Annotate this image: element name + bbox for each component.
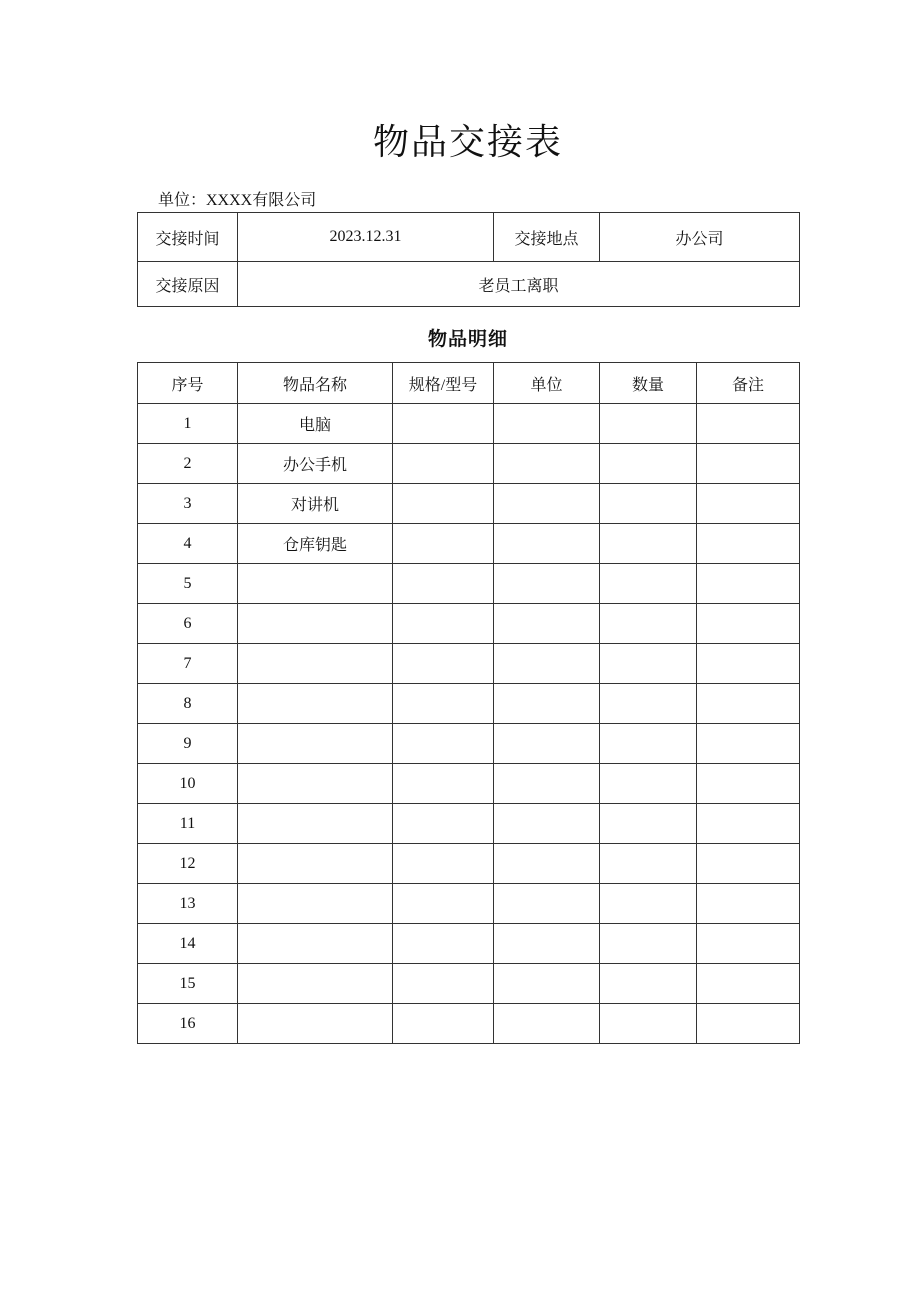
unit-cell: [494, 764, 600, 804]
reason-value: 老员工离职: [238, 262, 800, 307]
table-row: [138, 604, 800, 644]
unit-cell: [494, 804, 600, 844]
handover-info-table: [137, 212, 800, 307]
row-number-cell: 13: [138, 884, 238, 924]
quantity-cell: [600, 404, 697, 444]
unit-cell: [494, 604, 600, 644]
note-cell: [697, 764, 800, 804]
row-number-cell: 9: [138, 724, 238, 764]
quantity-cell: [600, 764, 697, 804]
item-name-cell: [238, 724, 393, 764]
note-cell: [697, 924, 800, 964]
table-row: [138, 724, 800, 764]
note-cell: [697, 444, 800, 484]
item-name-cell: 电脑: [238, 404, 393, 444]
table-row: [138, 1004, 800, 1044]
note-cell: [697, 724, 800, 764]
section-title: 物品明细: [427, 329, 508, 350]
row-number-cell: 14: [138, 924, 238, 964]
table-row: [138, 924, 800, 964]
quantity-cell: [600, 644, 697, 684]
item-name-cell: [238, 564, 393, 604]
row-number-cell: 4: [138, 524, 238, 564]
unit-cell: [494, 884, 600, 924]
quantity-cell: [600, 924, 697, 964]
table-row: [138, 404, 800, 444]
quantity-cell: [600, 804, 697, 844]
column-header-unit: 单位: [494, 363, 600, 404]
note-cell: [697, 404, 800, 444]
row-number-cell: 5: [138, 564, 238, 604]
column-header-spec: 规格/型号: [393, 363, 494, 404]
unit-cell: [494, 524, 600, 564]
row-number-cell: 2: [138, 444, 238, 484]
note-cell: [697, 844, 800, 884]
note-cell: [697, 964, 800, 1004]
item-name-cell: [238, 924, 393, 964]
unit-cell: [494, 484, 600, 524]
spec-cell: [393, 924, 494, 964]
row-number-cell: 11: [138, 804, 238, 844]
item-name-cell: [238, 644, 393, 684]
spec-cell: [393, 964, 494, 1004]
spec-cell: [393, 844, 494, 884]
spec-cell: [393, 1004, 494, 1044]
table-row: [138, 844, 800, 884]
spec-cell: [393, 764, 494, 804]
note-cell: [697, 1004, 800, 1044]
time-value: 2023.12.31: [238, 213, 494, 262]
spec-cell: [393, 804, 494, 844]
item-name-cell: [238, 884, 393, 924]
item-name-cell: 对讲机: [238, 484, 393, 524]
unit-cell: [494, 964, 600, 1004]
spec-cell: [393, 684, 494, 724]
unit-cell: [494, 444, 600, 484]
quantity-cell: [600, 604, 697, 644]
table-row: [138, 964, 800, 1004]
table-row: [138, 884, 800, 924]
unit-cell: [494, 924, 600, 964]
place-value: 办公司: [600, 213, 800, 262]
row-number-cell: 12: [138, 844, 238, 884]
quantity-cell: [600, 1004, 697, 1044]
note-cell: [697, 884, 800, 924]
quantity-cell: [600, 524, 697, 564]
item-name-cell: [238, 804, 393, 844]
reason-label: 交接原因: [138, 262, 238, 307]
row-number-cell: 16: [138, 1004, 238, 1044]
spec-cell: [393, 404, 494, 444]
table-row: [138, 644, 800, 684]
item-name-cell: [238, 684, 393, 724]
unit-cell: [494, 644, 600, 684]
row-number-cell: 15: [138, 964, 238, 1004]
info-row-time-place: [138, 213, 800, 262]
spec-cell: [393, 884, 494, 924]
quantity-cell: [600, 964, 697, 1004]
spec-cell: [393, 524, 494, 564]
items-table: [137, 362, 800, 1044]
note-cell: [697, 644, 800, 684]
spec-cell: [393, 484, 494, 524]
quantity-cell: [600, 684, 697, 724]
spec-cell: [393, 644, 494, 684]
table-row: [138, 524, 800, 564]
place-label: 交接地点: [494, 213, 600, 262]
column-header-name: 物品名称: [238, 363, 393, 404]
column-header-note: 备注: [697, 363, 800, 404]
note-cell: [697, 524, 800, 564]
quantity-cell: [600, 564, 697, 604]
unit-cell: [494, 1004, 600, 1044]
unit-line: 单位：XXXX有限公司: [158, 192, 317, 209]
unit-cell: [494, 724, 600, 764]
unit-cell: [494, 844, 600, 884]
note-cell: [697, 484, 800, 524]
note-cell: [697, 564, 800, 604]
spec-cell: [393, 564, 494, 604]
row-number-cell: 7: [138, 644, 238, 684]
item-name-cell: [238, 764, 393, 804]
column-header-qty: 数量: [600, 363, 697, 404]
time-label: 交接时间: [138, 213, 238, 262]
item-name-cell: [238, 964, 393, 1004]
item-name-cell: [238, 1004, 393, 1044]
column-header-no: 序号: [138, 363, 238, 404]
item-name-cell: 仓库钥匙: [238, 524, 393, 564]
table-row: [138, 564, 800, 604]
row-number-cell: 3: [138, 484, 238, 524]
spec-cell: [393, 444, 494, 484]
quantity-cell: [600, 884, 697, 924]
row-number-cell: 1: [138, 404, 238, 444]
table-row: [138, 484, 800, 524]
quantity-cell: [600, 724, 697, 764]
table-row: [138, 684, 800, 724]
info-row-reason: [138, 262, 800, 307]
quantity-cell: [600, 484, 697, 524]
item-name-cell: 办公手机: [238, 444, 393, 484]
row-number-cell: 10: [138, 764, 238, 804]
quantity-cell: [600, 444, 697, 484]
note-cell: [697, 604, 800, 644]
spec-cell: [393, 724, 494, 764]
note-cell: [697, 684, 800, 724]
table-header-row: [138, 363, 800, 404]
row-number-cell: 8: [138, 684, 238, 724]
row-number-cell: 6: [138, 604, 238, 644]
quantity-cell: [600, 844, 697, 884]
table-row: [138, 804, 800, 844]
page-title: 物品交接表: [372, 122, 563, 162]
table-row: [138, 444, 800, 484]
note-cell: [697, 804, 800, 844]
spec-cell: [393, 604, 494, 644]
unit-cell: [494, 684, 600, 724]
table-row: [138, 764, 800, 804]
item-name-cell: [238, 604, 393, 644]
unit-cell: [494, 564, 600, 604]
unit-cell: [494, 404, 600, 444]
item-name-cell: [238, 844, 393, 884]
